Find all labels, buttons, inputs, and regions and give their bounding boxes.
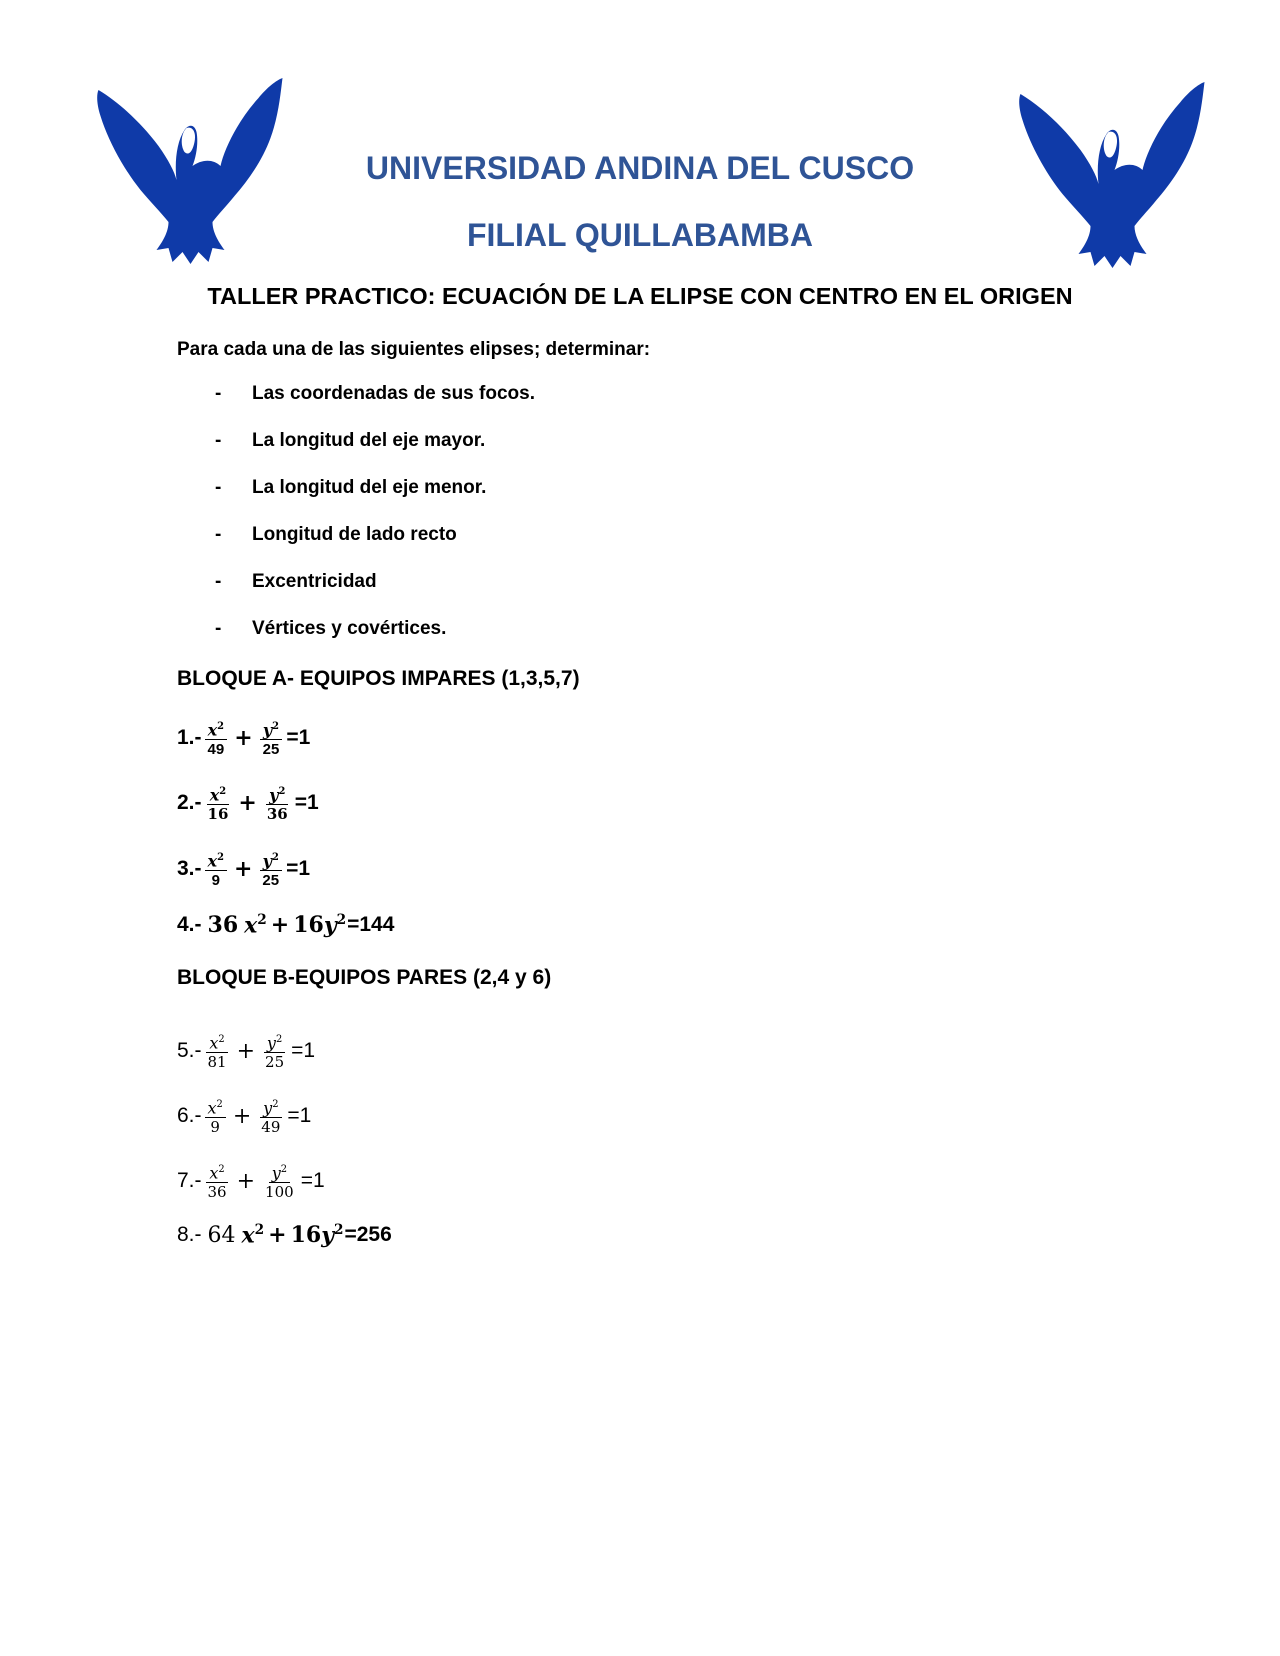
numerator: $y^2$ xyxy=(266,782,288,805)
equation-3 xyxy=(177,839,310,899)
fraction-x xyxy=(205,782,232,824)
denominator: 9 xyxy=(211,872,220,890)
equation-8 xyxy=(177,1205,392,1265)
task-text: Excentricidad xyxy=(252,571,377,592)
plus-sign: + xyxy=(270,912,290,938)
equation-6 xyxy=(177,1086,311,1146)
numerator: $y^2$ xyxy=(260,717,282,740)
equation-label: 8.- xyxy=(177,1223,202,1246)
document-title: TALLER PRACTICO: ECUACIÓN DE LA ELIPSE CON CENTRO EN EL ORIGEN xyxy=(207,283,1073,309)
denominator: 49 xyxy=(261,1118,281,1137)
plus-sign: + xyxy=(236,1038,256,1064)
plus-sign: + xyxy=(232,1103,252,1129)
numerator: $y^2$ xyxy=(260,1095,281,1118)
branch-name: FILIAL QUILLABAMBA xyxy=(466,217,814,253)
equation-rhs: =1 xyxy=(300,1169,325,1192)
fraction-y xyxy=(259,848,282,890)
numerator: $x^2$ xyxy=(207,782,229,805)
fraction-y xyxy=(264,782,291,824)
numerator: $x^2$ xyxy=(205,848,227,871)
coefficient-x: 64 xyxy=(207,1222,236,1248)
fraction-y xyxy=(260,717,283,759)
university-name: UNIVERSIDAD ANDINA DEL CUSCO xyxy=(365,150,915,186)
fraction-x xyxy=(205,1095,226,1137)
denominator: 9 xyxy=(210,1118,220,1137)
equation-rhs: =1 xyxy=(286,726,311,749)
numerator: $y^2$ xyxy=(264,1030,285,1053)
denominator: 81 xyxy=(207,1053,227,1072)
equation-label: 6.- xyxy=(177,1104,202,1127)
equation-label: 2.- xyxy=(177,791,202,814)
plus-sign: + xyxy=(233,856,253,882)
denominator: 36 xyxy=(266,805,288,824)
plus-sign: + xyxy=(234,725,253,751)
denominator: 25 xyxy=(262,872,280,890)
coefficient-y: 16 xyxy=(290,1222,322,1248)
task-text: Vértices y covértices. xyxy=(252,618,447,639)
coefficient-y: 16 xyxy=(293,912,324,938)
plus-sign: + xyxy=(238,790,257,816)
equation-label: 4.- xyxy=(177,913,202,936)
equation-1 xyxy=(177,708,310,768)
fraction-x xyxy=(205,717,228,759)
task-text: La longitud del eje menor. xyxy=(252,477,487,498)
block-b-heading: BLOQUE B-EQUIPOS PARES (2,4 y 6) xyxy=(177,966,552,989)
denominator: 49 xyxy=(207,741,225,759)
bullet-dash: - xyxy=(215,383,222,404)
bullet-dash: - xyxy=(215,430,222,451)
fraction-y xyxy=(262,1160,297,1202)
plus-sign: + xyxy=(236,1168,256,1194)
x-squared: $x^2$ xyxy=(244,911,267,939)
task-text: La longitud del eje mayor. xyxy=(252,430,486,451)
denominator: 25 xyxy=(262,741,280,759)
denominator: 16 xyxy=(207,805,229,824)
equation-label: 3.- xyxy=(177,857,202,880)
equation-4 xyxy=(177,895,394,955)
fraction-y xyxy=(262,1030,287,1072)
task-text: Longitud de lado recto xyxy=(252,524,457,545)
equation-2 xyxy=(177,773,319,833)
bullet-dash: - xyxy=(215,618,222,639)
equation-rhs: =144 xyxy=(347,913,395,936)
task-text: Las coordenadas de sus focos. xyxy=(252,383,535,404)
block-a-heading: BLOQUE A- EQUIPOS IMPARES (1,3,5,7) xyxy=(177,667,580,690)
numerator: $x^2$ xyxy=(206,1030,227,1053)
y-squared: $y^2$ xyxy=(323,911,347,939)
numerator: $x^2$ xyxy=(205,1095,226,1118)
bullet-dash: - xyxy=(215,524,222,545)
instructions: Para cada una de las siguientes elipses; determinar: xyxy=(177,339,651,360)
equation-label: 5.- xyxy=(177,1039,202,1062)
bullet-dash: - xyxy=(215,477,222,498)
fraction-x xyxy=(205,1030,230,1072)
equation-rhs: =1 xyxy=(287,1104,312,1127)
numerator: $x^2$ xyxy=(206,1160,227,1183)
equation-rhs: =1 xyxy=(291,1039,316,1062)
equation-7 xyxy=(177,1151,325,1211)
y-squared: $y^2$ xyxy=(321,1221,344,1249)
equation-rhs: =1 xyxy=(294,791,319,814)
equation-label: 1.- xyxy=(177,726,202,749)
fraction-y xyxy=(258,1095,283,1137)
equation-label: 7.- xyxy=(177,1169,202,1192)
denominator: 100 xyxy=(265,1183,294,1202)
equation-5 xyxy=(177,1021,315,1081)
equation-rhs: =256 xyxy=(344,1223,392,1246)
equation-rhs: =1 xyxy=(286,857,311,880)
denominator: 25 xyxy=(265,1053,285,1072)
plus-sign: + xyxy=(268,1222,287,1248)
numerator: $y^2$ xyxy=(260,848,282,871)
fraction-x xyxy=(205,1160,230,1202)
numerator: $y^2$ xyxy=(269,1160,290,1183)
fraction-x xyxy=(205,848,227,890)
coefficient-x: 36 xyxy=(207,912,239,938)
numerator: $x^2$ xyxy=(205,717,227,740)
x-squared: $x^2$ xyxy=(241,1221,265,1249)
denominator: 36 xyxy=(207,1183,227,1202)
bullet-dash: - xyxy=(215,571,222,592)
